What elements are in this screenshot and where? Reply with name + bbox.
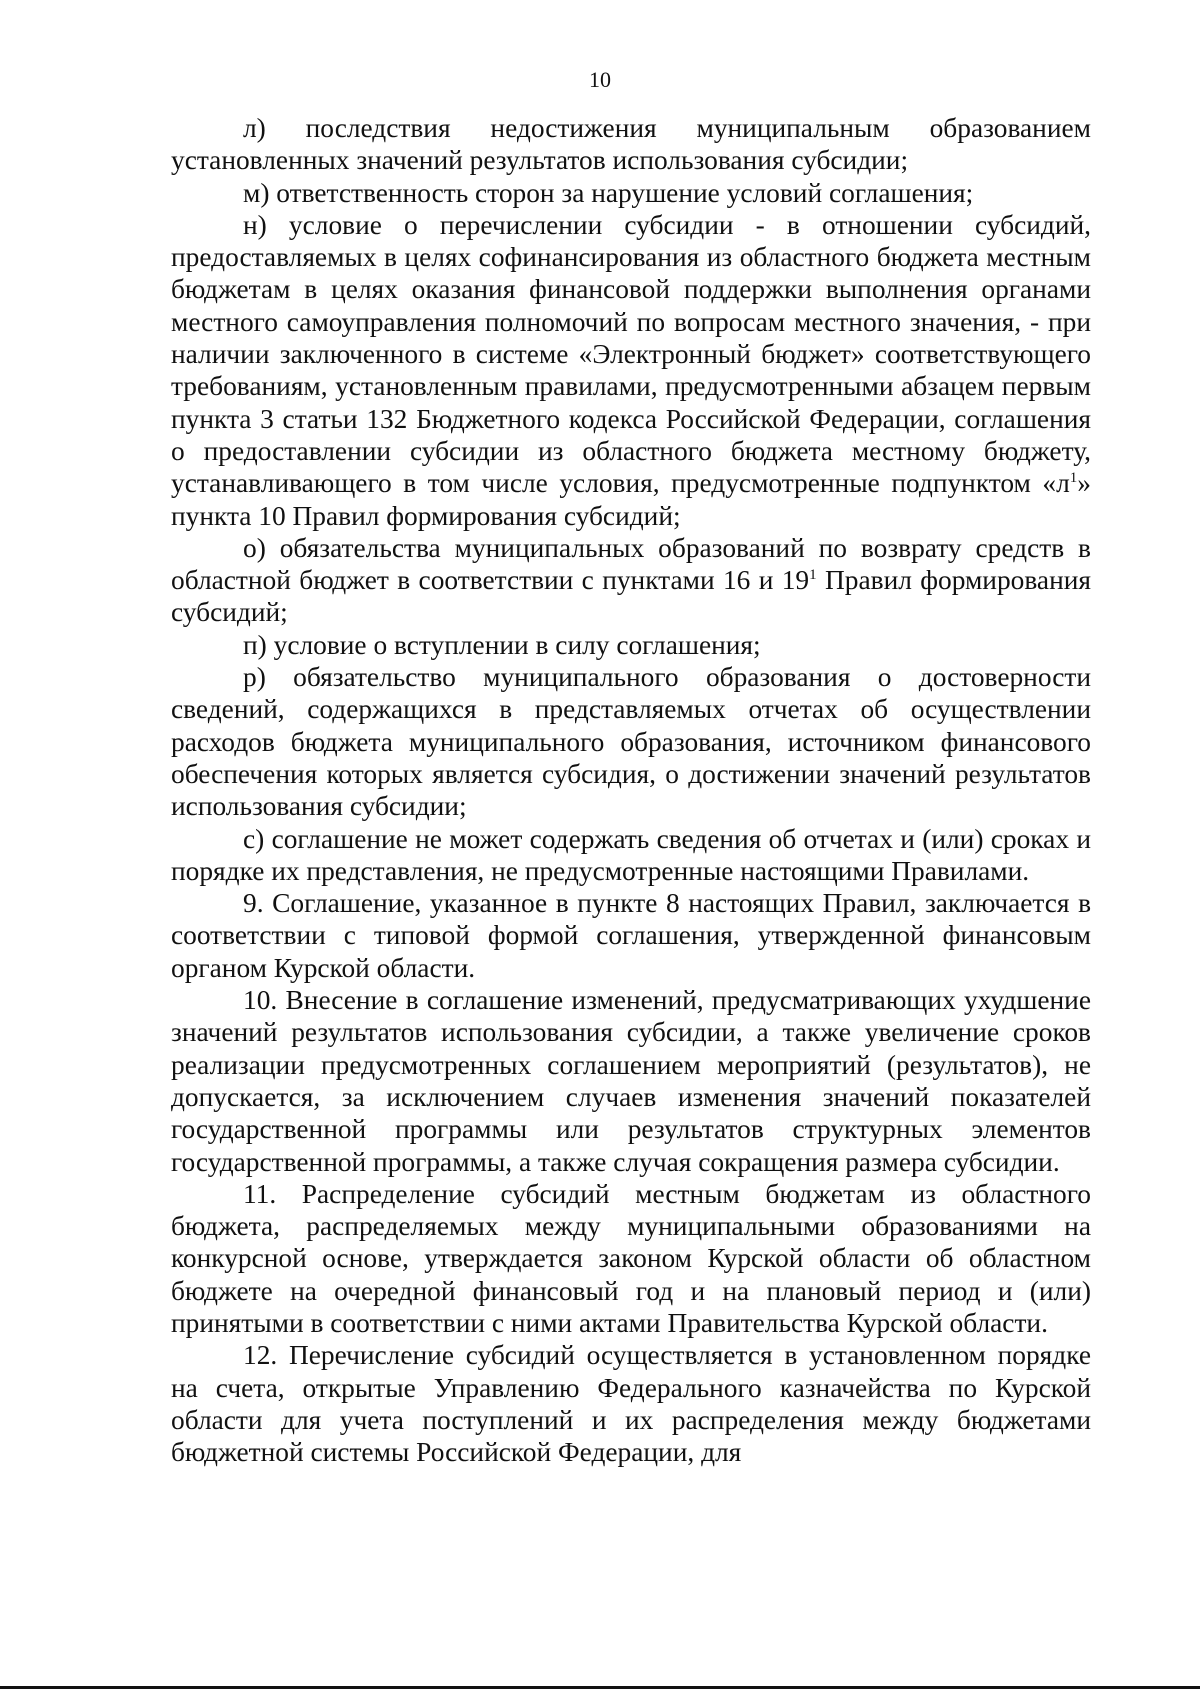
paragraph-m: м) ответственность сторон за нарушение условий соглашения; [243, 177, 974, 208]
paragraph-11: 11. Распределение субсидий местным бюджетам из областного бюджета, распределяемых между муниципальными образованиями на конкурсной основе, утверждается законом Курской области об областном бюджете на очередной финансовый год и на плановый период и (или) принятыми в соответствии с ними актами Правительства Курской области. [171, 1178, 1091, 1338]
paragraph-n [171, 209, 1091, 532]
paragraph-p: п) условие о вступлении в силу соглашения; [243, 629, 761, 660]
paragraph-o [171, 532, 1091, 629]
paragraph-o-text-end: Правил формирования субсидий; [171, 565, 1092, 628]
page-bottom-edge [0, 1686, 1200, 1689]
paragraph-12: 12. Перечисление субсидий осуществляется в установленном порядке на счета, открытые Управлению Федерального казначейства по Курской области для учета поступлений и их распределения между бюджетами бюджетной системы Российской Федерации, для [171, 1340, 1091, 1468]
paragraph-10: 10. Внесение в соглашение изменений, предусматривающих ухудшение значений результатов использования субсидии, а также увеличение сроков реализации предусмотренных соглашением мероприятий (результатов), не допускается, за исключением случаев изменения значений показателей государственной программы или результатов структурных элементов государственной программы, а также случая сокращения размера субсидии. [171, 985, 1091, 1177]
paragraph-o-text-start: о) обязательства муниципальных образований по возврату средств в областной бюджет в соответствии с пунктами 16 и 19 [171, 532, 1091, 596]
paragraph-l: л) последствия недостижения муниципальным образованием установленных значений результатов использования субсидии; [171, 113, 1091, 176]
page-number: 10 [589, 67, 611, 92]
paragraph-n-superscript: 1 [1069, 470, 1078, 487]
paragraph-n-text-end: » пункта 10 Правил формирования субсидий; [171, 468, 1091, 531]
paragraph-n-text-start: н) условие о перечислении субсидии - в отношении субсидий, предоставляемых в целях софинансирования из областного бюджета местным бюджетам в целях оказания финансовой поддержки выполнения органами местного самоуправления полномочий по вопросам местного значения, - при наличии заключенного в системе «Электронный бюджет» соответствующего требованиям, установленным правилами, предусмотренными абзацем первым пункта 3 статьи 132 Бюджетного кодекса Российской Федерации, соглашения о предоставлении субсидии из областного бюджета местному бюджету, устанавливающего в том числе условия, предусмотренные подпунктом «л [171, 209, 1091, 499]
document-body [171, 112, 1091, 1468]
paragraph-r: р) обязательство муниципального образования о достоверности сведений, содержащихся в представляемых отчетах об осуществлении расходов бюджета муниципального образования, источником финансового обеспечения которых является субсидия, о достижении значений результатов использования субсидии; [171, 662, 1091, 822]
paragraph-9: 9. Соглашение, указанное в пункте 8 настоящих Правил, заключается в соответствии с типовой формой соглашения, утвержденной финансовым органом Курской области. [171, 888, 1091, 983]
paragraph-s: с) соглашение не может содержать сведения об отчетах и (или) сроках и порядке их представления, не предусмотренные настоящими Правилами. [171, 823, 1091, 886]
paragraph-o-superscript: 1 [809, 567, 817, 584]
